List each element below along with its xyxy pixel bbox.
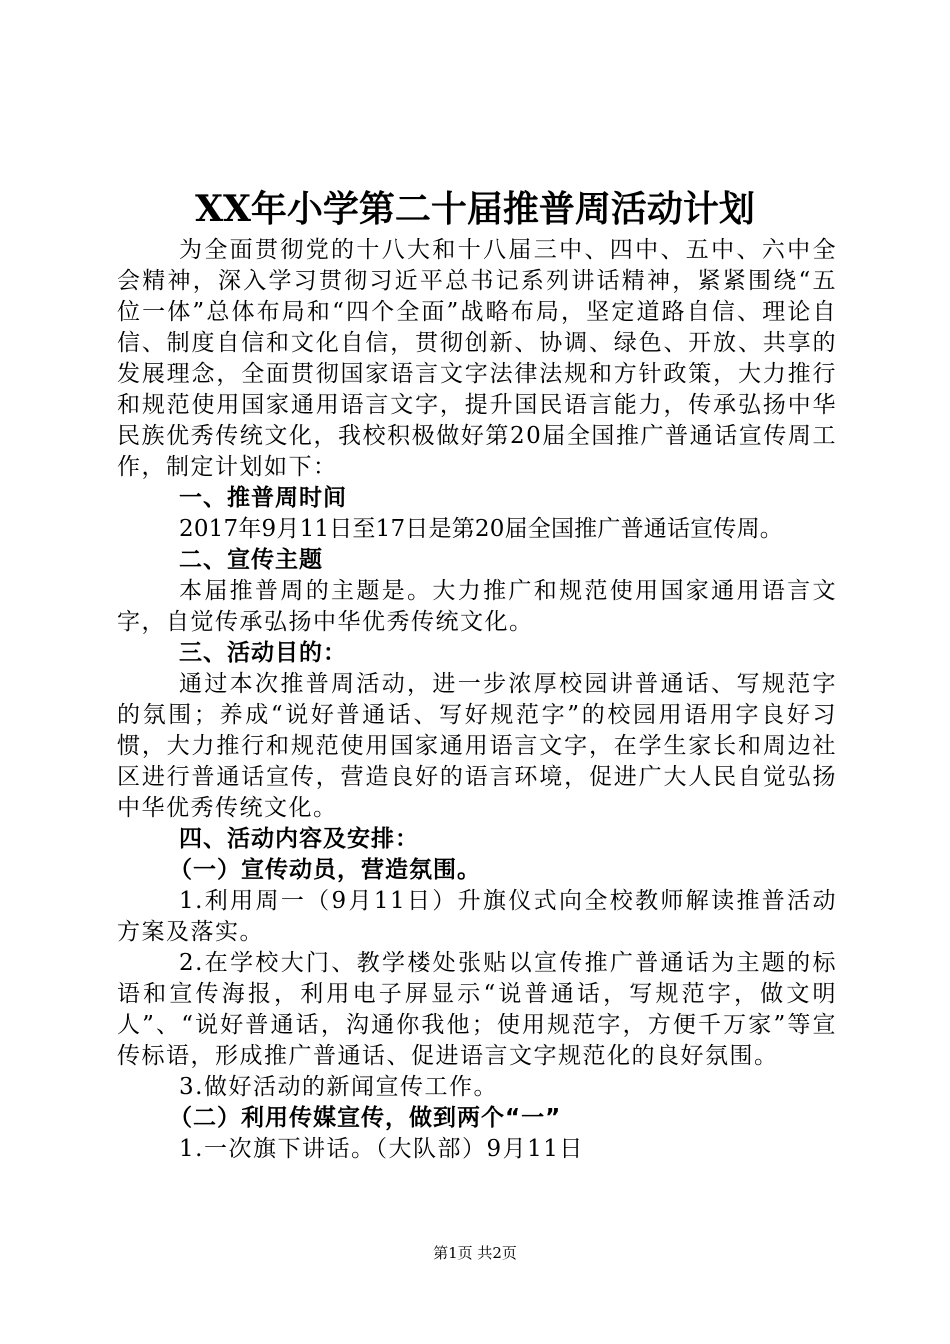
list-item: 1.一次旗下讲话。（大队部）9月11日 — [179, 1136, 584, 1162]
page-number-footer: 第1页 共2页 — [433, 1244, 517, 1262]
document-title: XX年小学第二十届推普周活动计划 — [195, 188, 755, 230]
list-item: 3.做好活动的新闻宣传工作。 — [179, 1074, 498, 1100]
section-heading-purpose: 三、活动目的： — [179, 640, 347, 666]
section-heading-theme: 二、宣传主题 — [179, 547, 323, 573]
section-heading-time: 一、推普周时间 — [179, 485, 347, 511]
document-body — [117, 235, 837, 1165]
subsection-heading-mobilization: （一）宣传动员，营造氛围。 — [169, 857, 481, 883]
section-text-theme: 本届推普周的主题是。大力推广和规范使用国家通用语言文字，自觉传承弘扬中华优秀传统文化。 — [117, 578, 837, 635]
subsection-heading-media: （二）利用传媒宣传，做到两个“一” — [169, 1105, 562, 1131]
section-text-purpose: 通过本次推普周活动，进一步浓厚校园讲普通话、写规范字的氛围；养成“说好普通话、写好规范字”的校园用语用字良好习惯，大力推行和规范使用国家通用语言文字，在学生家长和周边社区进行普通话宣传，营造良好的语言环境，促进广大人民自觉弘扬中华优秀传统文化。 — [117, 671, 837, 821]
section-heading-activities: 四、活动内容及安排： — [179, 826, 419, 852]
section-text-time: 2017年9月11日至17日是第20届全国推广普通话宣传周。 — [179, 516, 783, 542]
list-item: 1.利用周一（9月11日）升旗仪式向全校教师解读推普活动方案及落实。 — [117, 888, 837, 945]
list-item: 2.在学校大门、教学楼处张贴以宣传推广普通话为主题的标语和宣传海报，利用电子屏显示“说普通话，写规范字，做文明人”、“说好普通话，沟通你我他；使用规范字，方便千万家”等宣传标语，形成推广普通话、促进语言文字规范化的良好氛围。 — [117, 950, 837, 1069]
intro-paragraph: 为全面贯彻党的十八大和十八届三中、四中、五中、六中全会精神，深入学习贯彻习近平总书记系列讲话精神，紧紧围绕“五位一体”总体布局和“四个全面”战略布局，坚定道路自信、理论自信、制度自信和文化自信，贯彻创新、协调、绿色、开放、共享的发展理念，全面贯彻国家语言文字法律法规和方针政策，大力推行和规范使用国家通用语言文字，提升国民语言能力，传承弘扬中华民族优秀传统文化，我校积极做好第20届全国推广普通话宣传周工作，制定计划如下： — [117, 237, 837, 480]
